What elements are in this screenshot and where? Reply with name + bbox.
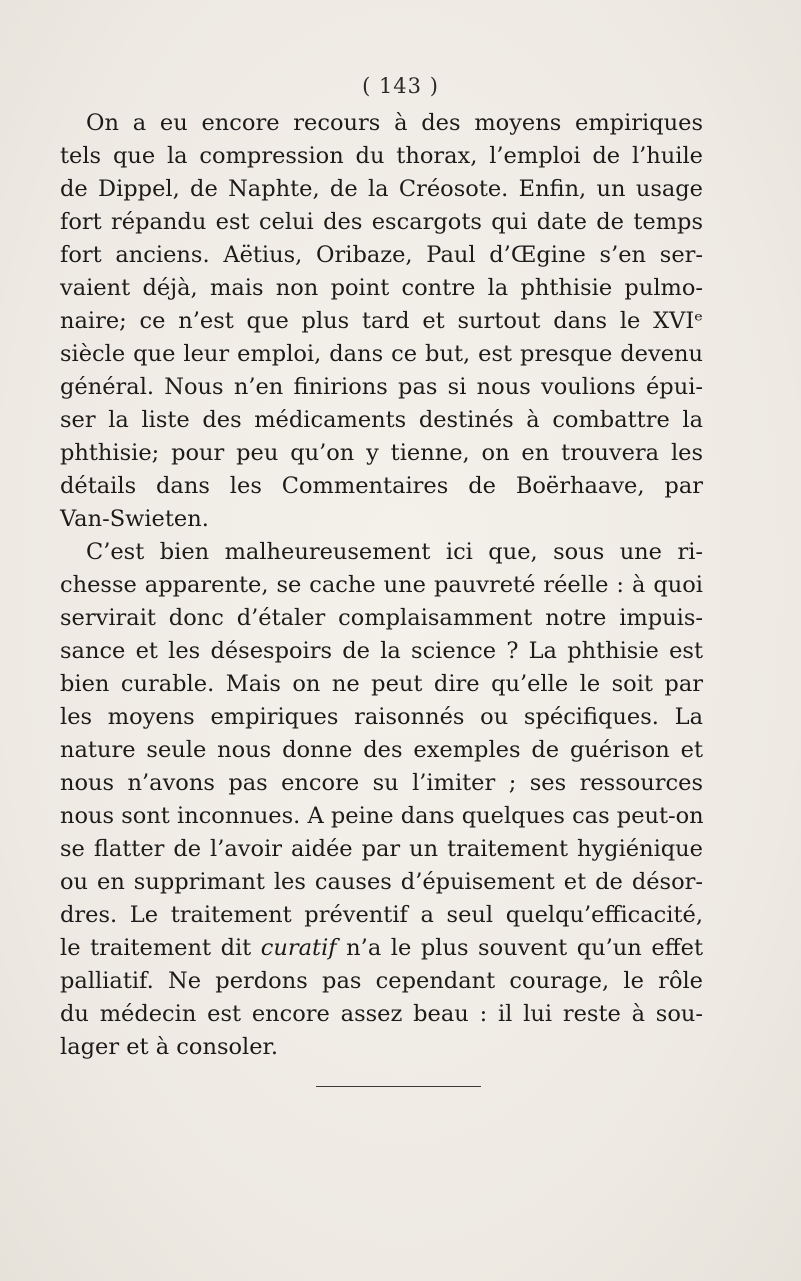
text-line: du médecin est encore assez beau : il lui reste à sou-: [60, 1001, 703, 1027]
text-line: palliatif. Ne perdons pas cependant courage, le rôle: [60, 968, 703, 994]
text-line: ser la liste des médicaments destinés à combattre la: [60, 407, 703, 433]
text-line: bien curable. Mais on ne peut dire qu’elle le soit par: [60, 671, 703, 697]
text-line: phthisie; pour peu qu’on y tienne, on en trouvera les: [60, 440, 703, 466]
text-line: ou en supprimant les causes d’épuisement et de désor-: [60, 869, 703, 895]
text-line: lager et à consoler.: [60, 1034, 278, 1060]
italic-term: curatif: [260, 935, 337, 961]
text-line: tels que la compression du thorax, l’emploi de l’huile: [60, 143, 703, 169]
divider-rule: [316, 1086, 481, 1087]
text-line: fort répandu est celui des escargots qui date de temps: [60, 209, 703, 235]
text-line: C’est bien malheureusement ici que, sous une ri-: [86, 539, 703, 565]
text-line: vaient déjà, mais non point contre la phthisie pulmo-: [60, 275, 703, 301]
text-line: On a eu encore recours à des moyens empiriques: [86, 110, 703, 136]
text-line: naire; ce n’est que plus tard et surtout dans le XVIᵉ: [60, 308, 703, 334]
page-number: ( 143 ): [362, 74, 439, 98]
text-line: chesse apparente, se cache une pauvreté réelle : à quoi: [60, 572, 703, 598]
text-line: siècle que leur emploi, dans ce but, est presque devenu: [60, 341, 703, 367]
text-line: nous n’avons pas encore su l’imiter ; ses ressources: [60, 770, 703, 796]
text-line: de Dippel, de Naphte, de la Créosote. Enfin, un usage: [60, 176, 703, 202]
text-segment: le traitement dit: [60, 935, 252, 961]
text-line: servirait donc d’étaler complaisamment notre impuis-: [60, 605, 703, 631]
text-segment: n’a le plus souvent qu’un effet: [346, 935, 703, 961]
text-line: les moyens empiriques raisonnés ou spécifiques. La: [60, 704, 703, 730]
text-line: se flatter de l’avoir aidée par un traitement hygiénique: [60, 836, 703, 862]
text-line: dres. Le traitement préventif a seul quelqu’efficacité,: [60, 902, 703, 928]
text-line: détails dans les Commentaires de Boërhaave, par: [60, 473, 703, 499]
text-line: [60, 933, 703, 963]
text-line: fort anciens. Aëtius, Oribaze, Paul d’Œgine s’en ser-: [60, 242, 703, 268]
text-line: nature seule nous donne des exemples de guérison et: [60, 737, 703, 763]
text-line: Van-Swieten.: [60, 506, 209, 532]
text-line: général. Nous n’en finirions pas si nous voulions épui-: [60, 374, 703, 400]
text-line: sance et les désespoirs de la science ? La phthisie est: [60, 638, 703, 664]
text-line: nous sont inconnues. A peine dans quelques cas peut-on: [60, 803, 704, 829]
